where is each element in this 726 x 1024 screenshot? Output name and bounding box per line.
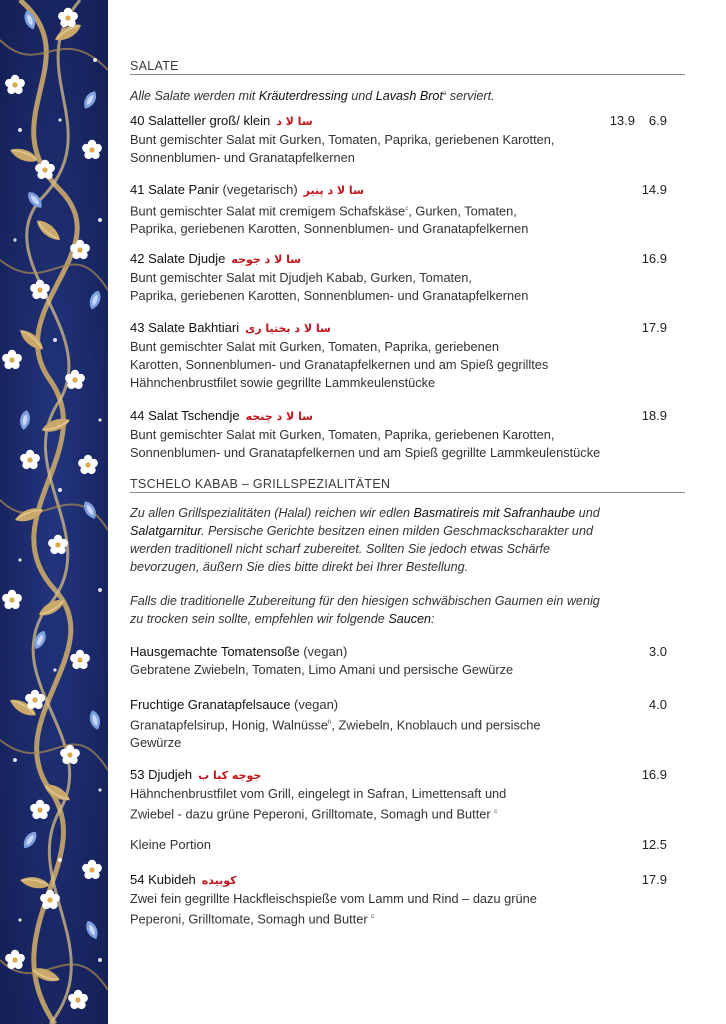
item-description: Bunt gemischter Salat mit Gurken, Tomaten, Paprika, geriebenen: [130, 339, 499, 354]
menu-content: [130, 0, 690, 1024]
menu-item-41: [130, 181, 685, 238]
intro-text: werden traditionell nicht scharf zubereitet. Sollten Sie jedoch etwas Schärfe: [130, 542, 551, 556]
intro-text: bevorzugen, äußern Sie dies bitte direkt bei Ihrer Bestellung.: [130, 560, 469, 574]
item-description: Karotten, Sonnenblumen- und Granatapfelkernen und am Spieß gegrilltes: [130, 357, 549, 372]
intro-bold: Basmatireis mit Safranhaube: [413, 506, 576, 520]
floral-pattern-icon: [0, 0, 108, 1024]
item-description: [130, 714, 630, 734]
intro-bold: Lavash Brot: [375, 89, 443, 104]
item-diet-label: (vegan): [299, 644, 348, 659]
menu-item-tomatensosse: [130, 643, 685, 679]
item-name: 41 Salate Panir: [130, 182, 219, 197]
intro-bold: Kräuterdressing: [258, 89, 348, 104]
item-description: Sonnenblumen- und Granatapfelkernen: [130, 150, 355, 165]
desc-text: , Gurken, Tomaten,: [408, 203, 517, 219]
item-farsi-name: سا لا د بختیا ری: [245, 322, 331, 335]
intro-text: Zu allen Grillspezialitäten (Halal) reichen wir edlen: [130, 506, 414, 520]
item-price: 3.0: [648, 644, 667, 659]
item-price: 17.9: [641, 872, 667, 887]
intro-bold: Salatgarnitur: [130, 524, 201, 538]
item-farsi-name: سا لا د: [276, 115, 313, 128]
item-description: Bunt gemischter Salat mit Djudjeh Kabab, Gurken, Tomaten,: [130, 270, 472, 285]
item-price: 17.9: [641, 320, 667, 335]
allergen-marker: c: [494, 809, 498, 815]
kabab-intro: [130, 504, 685, 576]
menu-item-40: [130, 112, 685, 167]
item-price: 16.9: [641, 251, 667, 266]
menu-item-54: [130, 871, 685, 928]
item-name: 42 Salate Djudje: [130, 251, 226, 266]
menu-item-43: [130, 319, 685, 392]
desc-text: Zwiebel - dazu grüne Peperoni, Grilltomate, Somagh und Butter: [130, 806, 491, 822]
item-diet-label: (vegan): [290, 697, 339, 712]
kabab-sauce-intro: [130, 592, 685, 628]
item-name: Kleine Portion: [130, 837, 211, 852]
allergen-marker: c: [405, 206, 409, 212]
menu-item-44: [130, 407, 685, 462]
intro-text: :: [431, 612, 435, 626]
intro-text: Falls die traditionelle Zubereitung für den hiesigen schwäbischen Gaumen ein wenig: [130, 594, 600, 608]
intro-text: serviert.: [446, 89, 495, 104]
item-name: 40 Salatteller groß/ klein: [130, 113, 271, 128]
item-description: Zwei fein gegrillte Hackfleischspieße vom Lamm und Rind – dazu grüne: [130, 891, 537, 906]
intro-text: und: [575, 506, 600, 520]
decorative-floral-border: [0, 0, 108, 1024]
item-description: Sonnenblumen- und Granatapfelkernen und am Spieß gegrillte Lammkeulenstücke: [130, 445, 601, 460]
menu-item-53: [130, 766, 685, 823]
item-price: 18.9: [641, 408, 667, 423]
intro-text: und: [347, 89, 376, 104]
section-title-salate: SALATE: [130, 59, 685, 75]
allergen-marker: c: [371, 914, 375, 920]
item-description: Hähnchenbrustfilet sowie gegrillte Lammkeulenstücke: [130, 375, 436, 390]
desc-text: Granatapfelsirup, Honig, Walnüsse: [130, 717, 328, 733]
allergen-marker: h: [327, 720, 332, 726]
menu-item-42: [130, 250, 685, 305]
item-diet-label: (vegetarisch): [218, 182, 298, 197]
item-name: 43 Salate Bakhtiari: [130, 320, 240, 335]
item-farsi-name: سا لا د جوجه: [231, 253, 302, 266]
desc-text: , Zwiebeln, Knoblauch und persische: [331, 717, 541, 733]
section-title-kabab: TSCHELO KABAB – GRILLSPEZIALITÄTEN: [130, 477, 685, 493]
item-description: [130, 908, 630, 928]
item-name: Fruchtige Granatapfelsauce: [130, 697, 291, 712]
item-name: 54 Kubideh: [130, 872, 196, 887]
item-name: Hausgemachte Tomatensoße: [130, 644, 300, 659]
item-description: [130, 803, 630, 823]
item-description: Hähnchenbrustfilet vom Grill, eingelegt in Safran, Limettensaft und: [130, 786, 507, 801]
salate-intro: [130, 85, 685, 105]
item-price: 4.0: [648, 697, 667, 712]
item-name: 53 Djudjeh: [130, 767, 193, 782]
item-farsi-name: سا لا د پنیر: [303, 184, 364, 197]
item-farsi-name: جوجه کبا ب: [198, 769, 262, 782]
item-description: Bunt gemischter Salat mit Gurken, Tomaten, Paprika, geriebenen Karotten,: [130, 427, 555, 442]
menu-item-kleine-portion: [130, 836, 685, 854]
item-description: Paprika, geriebenen Karotten, Sonnenblumen- und Granatapfelkernen: [130, 288, 529, 303]
intro-text: . Persische Gerichte besitzen einen milden Geschmackscharakter und: [200, 524, 593, 538]
menu-item-granatapfelsauce: [130, 696, 685, 752]
item-price: 16.9: [641, 767, 667, 782]
intro-bold: Saucen: [388, 612, 432, 626]
desc-text: Peperoni, Grilltomate, Somagh und Butter: [130, 911, 368, 927]
item-description: Paprika, geriebenen Karotten, Sonnenblumen- und Granatapfelkernen: [130, 221, 529, 237]
item-price: 14.9: [641, 182, 667, 197]
allergen-marker: a: [442, 91, 447, 97]
intro-text: zu trocken sein sollte, empfehlen wir folgende: [130, 612, 389, 626]
item-description: Gebratene Zwiebeln, Tomaten, Limo Amani und persische Gewürze: [130, 662, 514, 677]
item-description: Gewürze: [130, 735, 182, 751]
item-farsi-name: سا لا د چنجه: [245, 410, 313, 423]
item-description: Bunt gemischter Salat mit Gurken, Tomaten, Paprika, geriebenen Karotten,: [130, 132, 555, 147]
item-price-large: 13.9: [609, 113, 635, 128]
item-price-small: 6.9: [648, 113, 667, 128]
intro-text: Alle Salate werden mit: [130, 89, 259, 104]
item-price: 12.5: [641, 837, 667, 852]
item-farsi-name: کوبیده: [201, 874, 237, 887]
item-description: [130, 200, 630, 220]
desc-text: Bunt gemischter Salat mit cremigem Schafskäse: [130, 203, 406, 219]
item-name: 44 Salat Tschendje: [130, 408, 240, 423]
